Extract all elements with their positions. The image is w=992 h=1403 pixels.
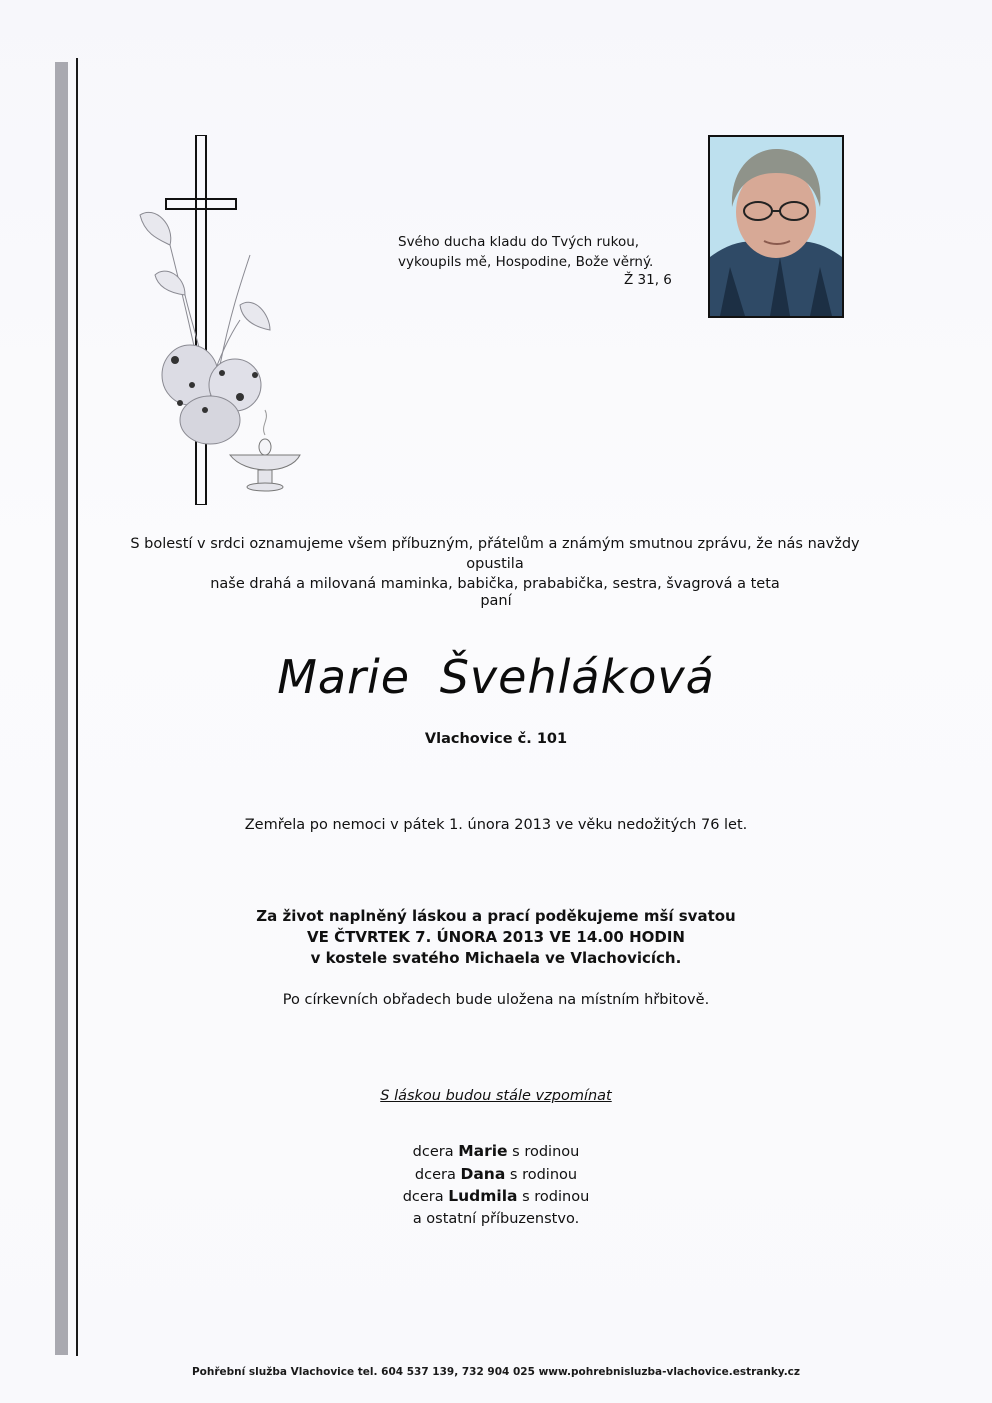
mourner-suffix: s rodinou [505, 1166, 578, 1183]
other-relatives: a ostatní příbuzenstvo. [412, 1210, 580, 1227]
bible-verse [398, 232, 672, 288]
mourner-row [0, 1186, 992, 1209]
mourners-list [0, 1141, 992, 1230]
funeral-service-footer: Pohřební služba Vlachovice tel. 604 537 139, 732 904 025 www.pohrebnisluzba-vlachovice.estranky.cz [191, 1366, 801, 1378]
oil-lamp-icon [230, 410, 300, 491]
mourner-suffix: s rodinou [507, 1144, 580, 1160]
mourner-name: Dana [460, 1164, 506, 1183]
funeral-info [0, 906, 992, 969]
mourner-relation: dcera [414, 1166, 461, 1183]
mourner-name: Ludmila [448, 1187, 518, 1205]
death-notice: Zemřela po nemoci v pátek 1. února 2013 ve věku nedožitých 76 let. [244, 817, 748, 833]
portrait-illustration [710, 137, 842, 316]
mourner-name: Marie [458, 1142, 508, 1160]
deceased-name: Marie Švehláková [277, 650, 715, 704]
title-word: paní [480, 593, 512, 609]
announcement-text [100, 534, 890, 594]
mourner-relation: dcera [402, 1189, 449, 1205]
verse-reference: Ž 31, 6 [624, 272, 672, 288]
announcement-line-2: naše drahá a milovaná maminka, babička, prababička, sestra, švagrová a teta [210, 576, 780, 592]
funeral-line-2: VE ČTVRTEK 7. ÚNORA 2013 VE 14.00 HODIN [307, 928, 685, 946]
burial-info: Po církevních obřadech bude uložena na místním hřbitově. [282, 992, 710, 1008]
remember-heading: S láskou budou stále vzpomínat [380, 1088, 612, 1104]
mourner-suffix: s rodinou [517, 1189, 590, 1205]
cross-with-flowers-illustration [130, 135, 310, 505]
verse-line-2: vykoupils mě, Hospodine, Bože věrný. [398, 254, 654, 270]
deceased-portrait-photo [708, 135, 844, 318]
mourner-row [0, 1164, 992, 1187]
verse-line-1: Svého ducha kladu do Tvých rukou, [398, 234, 640, 250]
cross-icon [166, 135, 236, 505]
funeral-line-3: v kostele svatého Michaela ve Vlachovicích. [310, 949, 682, 967]
funeral-line-1: Za život naplněný láskou a prací poděkujeme mší svatou [256, 907, 736, 925]
deceased-address: Vlachovice č. 101 [424, 731, 568, 747]
mourner-relation: dcera [412, 1144, 459, 1160]
announcement-line-1: S bolestí v srdci oznamujeme všem příbuzným, přátelům a známým smutnou zprávu, že nás navždy opustila [130, 536, 860, 572]
mourner-row [0, 1141, 992, 1164]
